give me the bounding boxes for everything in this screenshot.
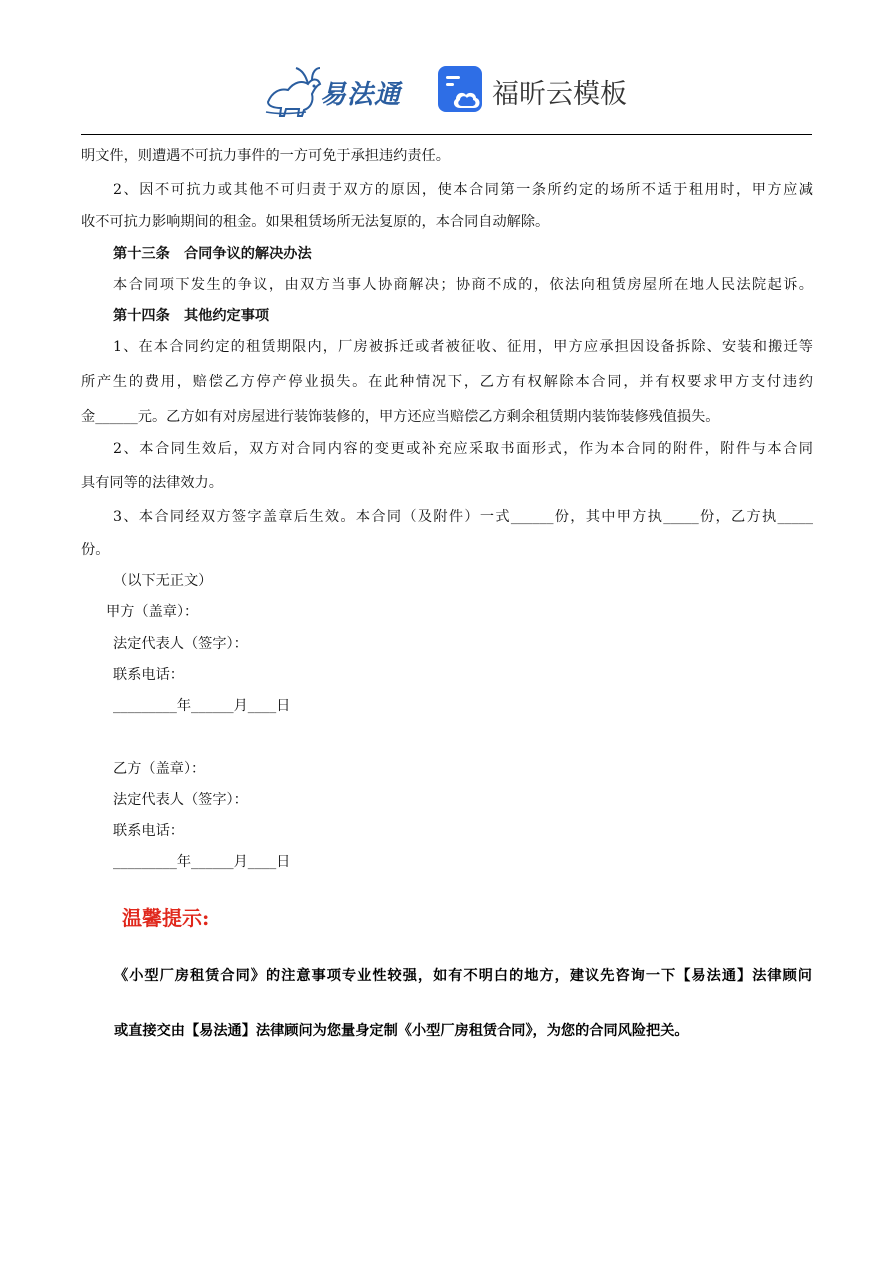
qilin-mascot-icon bbox=[262, 62, 324, 118]
paragraph-line: 份。 bbox=[81, 542, 110, 558]
paragraph-line: 本合同项下发生的争议，由双方当事人协商解决；协商不成的，依法向租赁房屋所在地人民法院起诉。 bbox=[113, 277, 813, 293]
party-b-phone-label: 联系电话： bbox=[113, 823, 184, 839]
no-more-text-note: （以下无正文） bbox=[113, 573, 213, 589]
paragraph-line: 收不可抗力影响期间的租金。如果租赁场所无法复原的，本合同自动解除。 bbox=[81, 214, 550, 230]
yifatong-logo-text: 易法通 bbox=[320, 80, 402, 110]
tip-text-line: 或直接交由【易法通】法律顾问为您量身定制《小型厂房租赁合同》，为您的合同风险把关。 bbox=[114, 1023, 689, 1039]
paragraph-line: 2、因不可抗力或其他不可归责于双方的原因，使本合同第一条所约定的场所不适于租用时，甲方应减 bbox=[113, 182, 813, 198]
section-heading: 第十四条 其他约定事项 bbox=[113, 308, 270, 324]
section-heading: 第十三条 合同争议的解决办法 bbox=[113, 246, 312, 262]
cloud-document-icon bbox=[436, 64, 486, 114]
yifatong-logo bbox=[262, 62, 414, 118]
page-header bbox=[0, 52, 893, 120]
header-divider bbox=[81, 134, 812, 135]
paragraph-line: 所产生的费用，赔偿乙方停产停业损失。在此种情况下，乙方有权解除本合同，并有权要求甲方支付违约 bbox=[81, 374, 813, 390]
tip-title: 温馨提示: bbox=[122, 906, 210, 930]
party-a-seal-label: 甲方（盖章）： bbox=[106, 604, 199, 620]
foxit-template-logo-text: 福昕云模板 bbox=[492, 79, 627, 110]
party-b-representative-label: 法定代表人（签字）： bbox=[113, 792, 248, 808]
paragraph-line: 金______元。乙方如有对房屋进行装饰装修的，甲方还应当赔偿乙方剩余租赁期内装饰装修残值损失。 bbox=[81, 409, 720, 425]
foxit-template-logo bbox=[436, 64, 636, 116]
party-a-representative-label: 法定代表人（签字）： bbox=[113, 636, 248, 652]
party-a-phone-label: 联系电话： bbox=[113, 667, 184, 683]
tip-text-line: 《小型厂房租赁合同》的注意事项专业性较强，如有不明白的地方，建议先咨询一下【易法通】法律顾问 bbox=[114, 968, 812, 984]
party-b-date-line: _________年______月____日 bbox=[113, 854, 291, 870]
paragraph-line: 具有同等的法律效力。 bbox=[81, 475, 223, 491]
paragraph-line: 2、本合同生效后，双方对合同内容的变更或补充应采取书面形式，作为本合同的附件，附件与本合同 bbox=[113, 441, 813, 457]
party-a-date-line: _________年______月____日 bbox=[113, 698, 291, 714]
party-b-seal-label: 乙方（盖章）： bbox=[113, 761, 206, 777]
paragraph-line: 明文件，则遭遇不可抗力事件的一方可免于承担违约责任。 bbox=[81, 148, 450, 164]
paragraph-line: 3、本合同经双方签字盖章后生效。本合同（及附件）一式______份，其中甲方执_____份，乙方执_____ bbox=[113, 509, 813, 525]
paragraph-line: 1、在本合同约定的租赁期限内，厂房被拆迁或者被征收、征用，甲方应承担因设备拆除、安装和搬迁等 bbox=[113, 339, 813, 355]
